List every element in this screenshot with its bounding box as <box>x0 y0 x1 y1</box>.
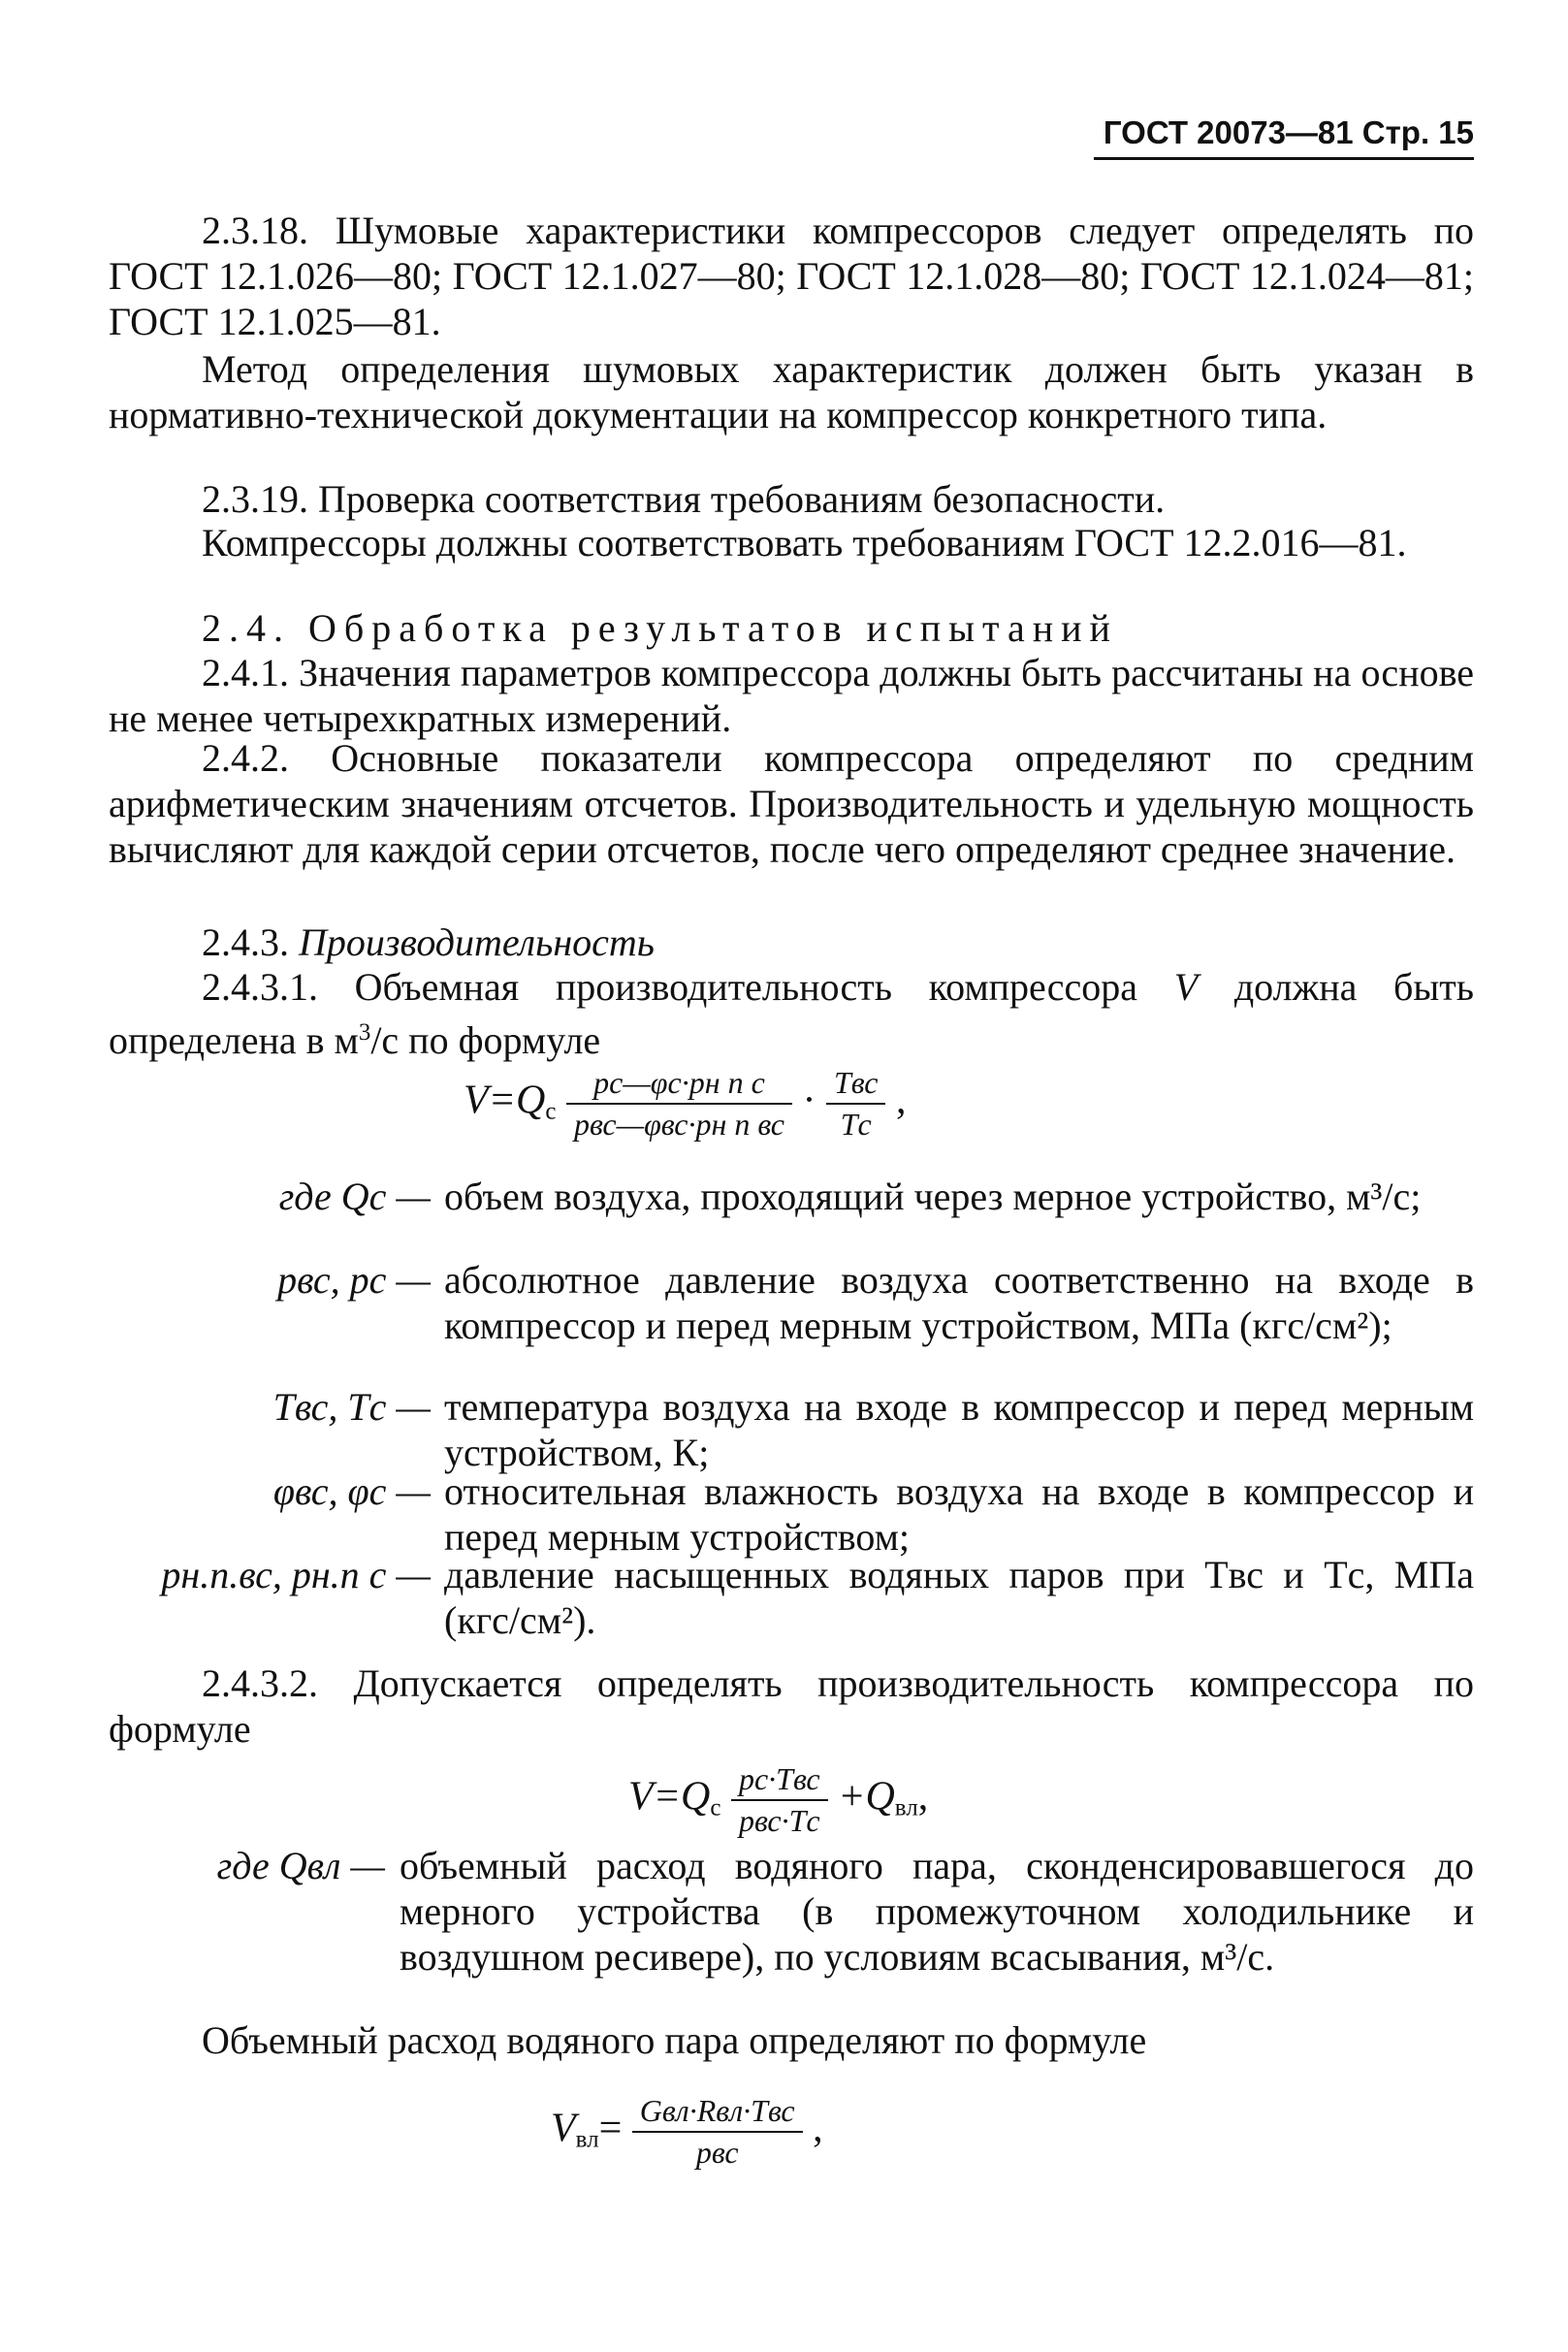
subsection-heading-2-4-3 <box>109 919 1474 965</box>
definition-text: давление насыщенных водяных паров при Tвс и Tс, МПа (кгс/см²). <box>444 1553 1474 1642</box>
paragraph-2-4-3-1 <box>109 964 1474 1063</box>
formula-lhs-sub: с <box>710 1794 721 1821</box>
fraction-denominator: pвс·Tс <box>738 1803 820 1838</box>
fraction-numerator: pс·Tвс <box>731 1761 828 1801</box>
fraction-numerator: Tвс <box>826 1065 885 1105</box>
fraction-temperature <box>826 1065 885 1143</box>
paragraph-2-4-3-2: 2.4.3.2. Допускается определять производительность компрессора по формуле <box>109 1661 1474 1751</box>
page-header: ГОСТ 20073—81 Стр. 15 <box>1094 114 1474 160</box>
fraction-ratio <box>731 1761 828 1839</box>
formula-plus-term: +Q <box>838 1774 895 1820</box>
section-heading-2-4: 2.4. Обработка результатов испытаний <box>202 606 1118 650</box>
formula-equals: = <box>598 2106 623 2151</box>
definition-item <box>184 1384 1474 1475</box>
subsection-number: 2.4.3. <box>202 920 289 964</box>
paragraph-vapour-flow: Объемный расход водяного пара определяют по формуле <box>202 2018 1147 2062</box>
paragraph-compressors-compliance: Компрессоры должны соответствовать требованиям ГОСТ 12.2.016—81. <box>202 521 1407 564</box>
definition-text: относительная влажность воздуха на входе в компрессор и перед мерным устройством; <box>444 1469 1474 1559</box>
definition-text: объемный расход водяного пара, сконденсировавшегося до мерного устройства (в промежуточном холодильнике и воздушном ресивере), по условиям всасывания, м³/с. <box>400 1844 1474 1979</box>
paragraph-2-4-1: 2.4.1. Значения параметров компрессора должны быть рассчитаны на основе не менее четырехкратных измерений. <box>109 651 1474 740</box>
paragraph-2-3-19: 2.3.19. Проверка соответствия требованиям безопасности. <box>202 477 1166 521</box>
formula-lhs: V=Q <box>628 1774 711 1820</box>
formula-lhs-sub: с <box>545 1098 557 1125</box>
fraction-denominator: pвс <box>695 2135 739 2170</box>
paragraph-noise-method: Метод определения шумовых характеристик должен быть указан в нормативно-технической документации на компрессор конкретного типа. <box>109 347 1474 436</box>
fraction-denominator: Tс <box>840 1107 872 1142</box>
definition-term: где Qс — <box>278 1175 431 1218</box>
paragraph-2-4-3-1-part-a: 2.4.3.1. Объемная производительность компрессора <box>202 965 1174 1009</box>
multiply-dot: · <box>802 1078 816 1123</box>
variable-v: V <box>1173 965 1199 1009</box>
formula-plus-sub: вл <box>894 1794 918 1821</box>
fraction-numerator: pс—φс·pн п с <box>566 1065 792 1105</box>
paragraph-2-3-18: 2.3.18. Шумовые характеристики компрессоров следует определять по ГОСТ 12.1.026—80; ГОСТ 12.1.027—80; ГОСТ 12.1.028—80; ГОСТ 12.1.024—81; ГОСТ 12.1.025—81. <box>109 209 1474 343</box>
formula-lhs-sub: вл <box>575 2126 599 2153</box>
formula-lhs: V=Q <box>464 1078 546 1123</box>
definition-term: pн.п.вс, pн.п с — <box>161 1553 431 1596</box>
definition-item <box>184 1174 1474 1219</box>
formula-volumetric-capacity <box>464 1065 906 1143</box>
definition-item <box>109 1843 1474 1980</box>
subsection-title: Производительность <box>299 920 656 964</box>
formula-alternative-capacity <box>628 1761 928 1839</box>
formula-vapour-flow <box>551 2093 823 2171</box>
definition-term: φвс, φс — <box>272 1469 431 1513</box>
definition-text: объем воздуха, проходящий через мерное устройство, м³/с; <box>444 1175 1422 1218</box>
definition-item <box>184 1257 1474 1348</box>
definition-term: Tвс, Tс — <box>272 1385 431 1429</box>
definition-item <box>184 1468 1474 1560</box>
paragraph-2-4-3-1-part-b: должна быть определена в м <box>109 965 1475 1062</box>
definition-term: где Qвл — <box>216 1844 385 1887</box>
fraction-pressure <box>566 1065 792 1143</box>
fraction-numerator: Gвл·Rвл·Tвс <box>632 2093 803 2133</box>
formula-comma: , <box>895 1078 907 1123</box>
formula-comma: , <box>813 2106 823 2151</box>
fraction-vapour <box>632 2093 803 2171</box>
superscript-3: 3 <box>358 1019 371 1046</box>
paragraph-2-4-2: 2.4.2. Основные показатели компрессора определяют по средним арифметическим значениям отсчетов. Производительность и удельную мощность вычисляют для каждой серии отсчетов, после чего определяют среднее значение. <box>109 736 1474 871</box>
fraction-denominator: pвс—φвс·pн п вс <box>573 1107 784 1142</box>
definition-text: температура воздуха на входе в компрессор и перед мерным устройством, К; <box>444 1385 1474 1474</box>
definition-text: абсолютное давление воздуха соответственно на входе в компрессор и перед мерным устройством, МПа (кгс/см²); <box>444 1258 1474 1347</box>
paragraph-2-4-3-1-part-c: /с по формуле <box>370 1018 601 1062</box>
formula-lhs: V <box>551 2106 576 2151</box>
definition-term: pвс, pс — <box>277 1258 431 1302</box>
definition-item <box>161 1552 1474 1643</box>
formula-comma: , <box>917 1774 929 1820</box>
